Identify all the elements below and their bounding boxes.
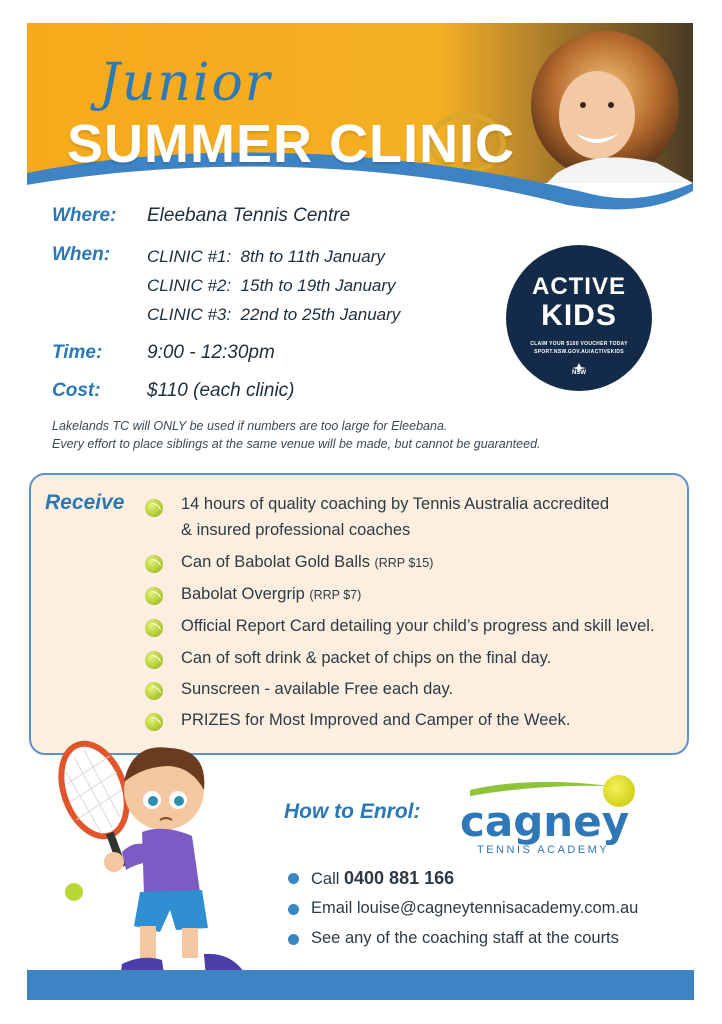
rrp-note: (RRP $15) — [374, 556, 434, 570]
cagney-logo-subtitle: TENNIS ACADEMY — [477, 844, 610, 856]
how-to-enrol-title: How to Enrol: — [284, 800, 421, 823]
active-kids-line1: ACTIVE — [531, 273, 626, 300]
clinic-name: CLINIC #1: — [147, 247, 232, 266]
cagney-logo-word: cagney — [460, 797, 630, 846]
time-value: 9:00 - 12:30pm — [147, 342, 275, 363]
header-banner — [27, 23, 693, 220]
active-kids-badge — [506, 245, 652, 391]
receive-item-text: Can of soft drink & packet of chips on the final day. — [181, 649, 552, 667]
tennis-ball-icon — [145, 587, 163, 605]
clinic-dates: 15th to 19th January — [240, 276, 396, 295]
bullet-icon — [288, 873, 299, 884]
receive-label: Receive — [45, 491, 125, 514]
cost-value: $110 (each clinic) — [147, 380, 295, 401]
active-kids-claim: CLAIM YOUR $100 VOUCHER TODAY — [530, 341, 628, 347]
waratah-icon — [572, 359, 586, 368]
when-label: When: — [52, 244, 111, 265]
tennis-ball-icon — [145, 682, 163, 700]
receive-item-text: PRIZES for Most Improved and Camper of the Week. — [181, 711, 571, 729]
receive-item-text: Sunscreen - available Free each day. — [181, 680, 454, 698]
clinic-row — [147, 276, 396, 296]
boy-tennis-illustration — [52, 732, 262, 994]
tennis-ball-icon — [145, 555, 163, 573]
nsw-label: NSW — [572, 370, 586, 376]
receive-item-text: Official Report Card detailing your child’s progress and skill level. — [181, 617, 655, 635]
receive-item-text: & insured professional coaches — [181, 521, 411, 539]
email-text[interactable]: Email louise@cagneytennisacademy.com.au — [311, 899, 639, 917]
clinic-row — [147, 305, 400, 325]
clinic-row — [147, 247, 385, 267]
where-label: Where: — [52, 205, 117, 226]
phone-number[interactable]: 0400 881 166 — [344, 868, 455, 888]
footer-bar — [27, 970, 694, 1000]
active-kids-url: SPORT.NSW.GOV.AU/ACTIVEKIDS — [534, 349, 624, 355]
venue-note: Lakelands TC will ONLY be used if numbers are too large for Eleebana. — [52, 419, 448, 433]
receive-item-text: Babolat Overgrip — [181, 585, 310, 603]
tennis-ball-icon — [145, 651, 163, 669]
rrp-note: (RRP $7) — [309, 588, 362, 602]
tennis-ball-icon — [145, 499, 163, 517]
clinic-dates: 22nd to 25th January — [240, 305, 401, 324]
main-title: SUMMER CLINIC — [67, 114, 515, 174]
bullet-icon — [288, 934, 299, 945]
clinic-name: CLINIC #2: — [147, 276, 232, 295]
junior-script-title: Junior — [99, 53, 272, 113]
receive-item-text: 14 hours of quality coaching by Tennis Australia accredited — [181, 495, 610, 513]
receive-item-text: Can of Babolat Gold Balls — [181, 553, 375, 571]
clinic-dates: 8th to 11th January — [240, 247, 385, 266]
siblings-note: Every effort to place siblings at the same venue will be made, but cannot be guaranteed. — [52, 437, 541, 451]
staff-text: See any of the coaching staff at the courts — [311, 929, 619, 947]
clinic-name: CLINIC #3: — [147, 305, 232, 324]
tennis-ball-icon — [145, 619, 163, 637]
bullet-icon — [288, 904, 299, 915]
tennis-ball-icon — [145, 713, 163, 731]
time-label: Time: — [52, 342, 103, 363]
where-value: Eleebana Tennis Centre — [147, 205, 351, 226]
active-kids-line2: KIDS — [541, 299, 617, 332]
call-prefix: Call — [311, 870, 345, 888]
cost-label: Cost: — [52, 380, 101, 401]
receive-box — [29, 473, 689, 755]
